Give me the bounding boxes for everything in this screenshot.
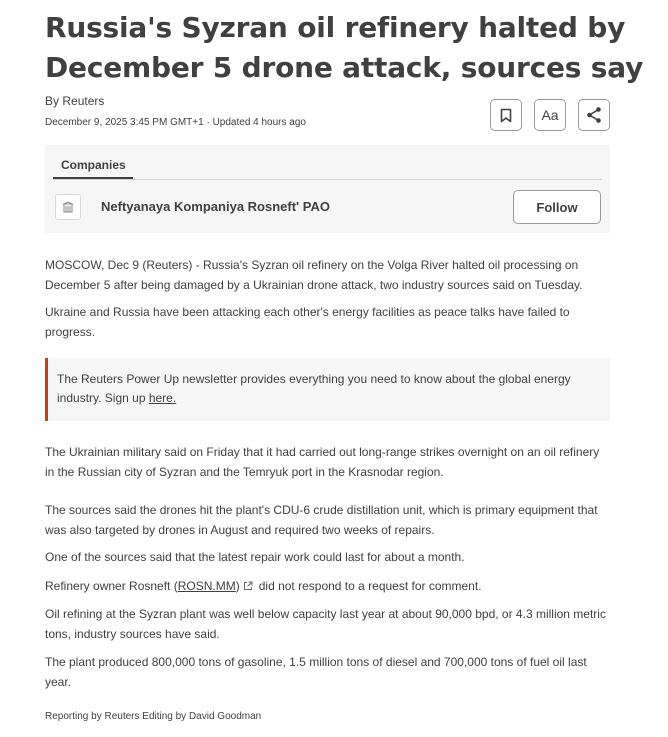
paragraph-1: MOSCOW, Dec 9 (Reuters) - Russia's Syzran oil refinery on the Volga River halted oil processing on December 5 after being damaged by a Ukrainian drone attack, two industry sources said on Tuesday. bbox=[45, 258, 583, 292]
tab-companies[interactable]: Companies bbox=[61, 158, 126, 172]
building-icon bbox=[55, 194, 81, 220]
bookmark-icon bbox=[500, 108, 512, 123]
newsletter-signup-link[interactable]: here. bbox=[148, 391, 177, 405]
paragraph-8: The plant produced 800,000 tons of gasoline, 1.5 million tons of diesel and 700,000 tons of fuel oil last year. bbox=[45, 655, 587, 689]
author-link[interactable]: Reuters bbox=[62, 94, 105, 108]
follow-button[interactable]: Follow bbox=[513, 190, 601, 224]
external-link-icon[interactable] bbox=[243, 581, 253, 591]
byline-prefix: By bbox=[45, 94, 60, 108]
share-icon bbox=[585, 106, 603, 124]
ticker-link-rosn[interactable]: ROSN.MM bbox=[177, 579, 236, 593]
promo-message: The Reuters Power Up newsletter provides everything you need to know about the global energy industry. Sign up bbox=[57, 372, 571, 405]
company-name[interactable]: Neftyanaya Kompaniya Rosneft' PAO bbox=[101, 199, 330, 214]
publish-date: December 9, 2025 3:45 PM GMT+1 bbox=[45, 117, 204, 128]
font-size-button[interactable] bbox=[534, 99, 566, 131]
promo-accent-bar bbox=[45, 358, 48, 421]
companies-panel bbox=[45, 145, 610, 233]
tab-divider bbox=[53, 179, 602, 180]
paragraph-6 bbox=[45, 576, 611, 596]
paragraph-4: The sources said the drones hit the plant's CDU-6 crude distillation unit, which is primary equipment that was also targeted by drones in August and required two weeks of repairs. bbox=[45, 503, 598, 537]
updated-time: · Updated 4 hours ago bbox=[203, 117, 306, 128]
newsletter-promo bbox=[45, 358, 610, 421]
paragraph-6-start: Refinery owner Rosneft ( bbox=[45, 579, 178, 593]
bookmark-button[interactable] bbox=[490, 99, 522, 131]
byline bbox=[45, 94, 104, 108]
article-title: Russia's Syzran oil refinery halted by December 5 drone attack, sources say bbox=[45, 11, 644, 84]
font-size-icon: Aa bbox=[541, 107, 559, 123]
share-button[interactable] bbox=[578, 99, 610, 131]
promo-text bbox=[57, 370, 597, 408]
paragraph-5: One of the sources said that the latest repair work could last for about a month. bbox=[45, 550, 465, 564]
reporting-credit: Reporting by Reuters Editing by David Goodman bbox=[45, 711, 262, 722]
dateline bbox=[45, 117, 306, 128]
paragraph-3: The Ukrainian military said on Friday that it had carried out long-range strikes overnight on an oil refinery in the Russian city of Syzran and the Temryuk port in the Krasnodar region. bbox=[45, 445, 600, 479]
paragraph-6-close: ) bbox=[235, 579, 240, 593]
paragraph-2: Ukraine and Russia have been attacking each other's energy facilities as peace talks have failed to progress. bbox=[45, 305, 570, 339]
paragraph-6-end: did not respond to a request for comment. bbox=[258, 579, 482, 593]
paragraph-7: Oil refining at the Syzran plant was well below capacity last year at about 90,000 bpd, or 4.3 million metric tons, industry sources have said. bbox=[45, 607, 606, 641]
